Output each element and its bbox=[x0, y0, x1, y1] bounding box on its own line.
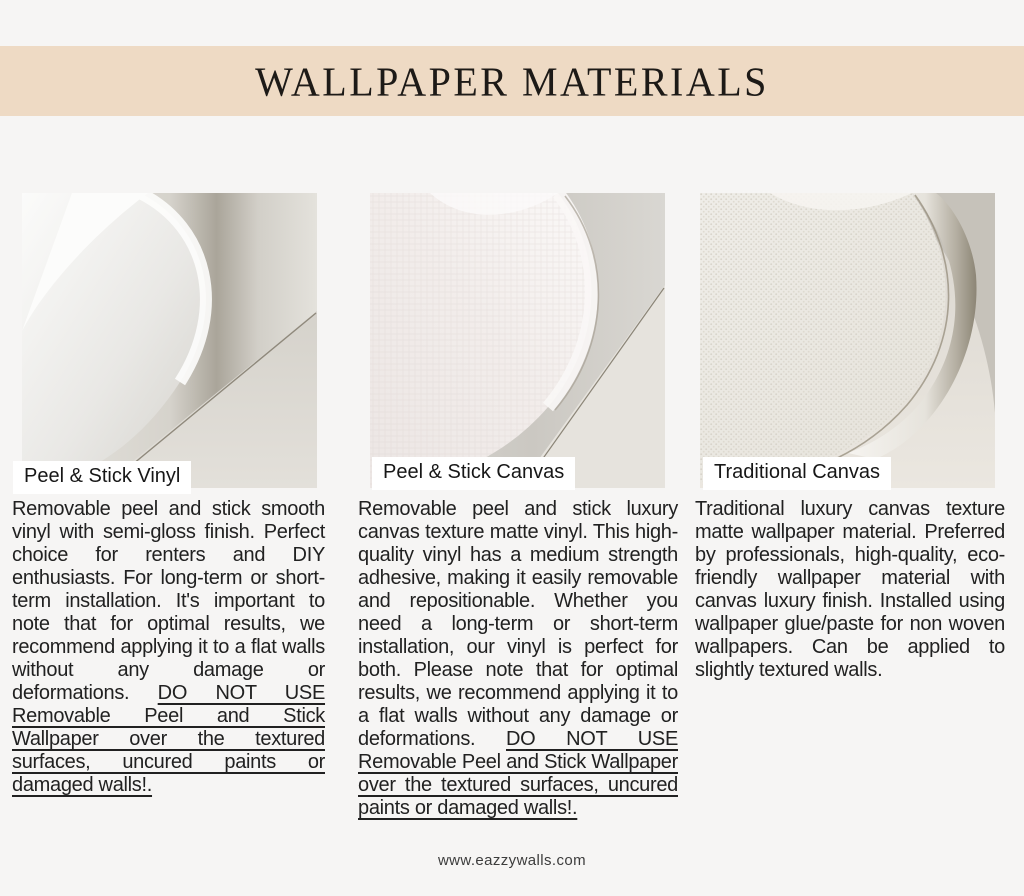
vinyl-sample-photo bbox=[22, 193, 317, 488]
material-description: Traditional luxury canvas texture matte wallpaper material. Preferred by professionals, high-quality, eco-friendly wallpaper material with canvas luxury finish. Installed using wallpaper glue/paste for non woven wallpapers. Can be applied to slightly textured walls. bbox=[695, 498, 1005, 681]
peel-stick-canvas-sample-photo bbox=[370, 193, 665, 488]
material-label: Traditional Canvas bbox=[703, 457, 891, 490]
material-description: Removable peel and stick smooth vinyl with semi-gloss finish. Perfect choice for renters and DIY enthusiasts. For long-term or short-term installation. It's important to note that for optimal results, we recommend applying it to a flat walls without any damage or deformations. bbox=[12, 498, 325, 704]
footer bbox=[0, 852, 1024, 869]
material-text bbox=[12, 498, 325, 797]
title-banner bbox=[0, 46, 1024, 116]
page-title: WALLPAPER MATERIALS bbox=[255, 57, 769, 105]
material-label: Peel & Stick Vinyl bbox=[13, 461, 191, 494]
material-description: Removable peel and stick luxury canvas texture matte vinyl. This high-quality vinyl has a medium strength adhesive, making it easily removable and repositionable. Whether you need a long-term or short-term installation, our vinyl is perfect for both. Please note that for optimal results, we recommend applying it to a flat walls without any damage or deformations. bbox=[358, 498, 678, 750]
material-warning: DO NOT USE Removable Peel and Stick Wallpaper over the textured surfaces, uncured paints or damaged walls!. bbox=[358, 728, 678, 819]
material-label: Peel & Stick Canvas bbox=[372, 457, 575, 490]
material-text bbox=[695, 498, 1005, 682]
material-text bbox=[358, 498, 678, 820]
footer-url: www.eazzywalls.com bbox=[437, 852, 587, 869]
traditional-canvas-sample-photo bbox=[700, 193, 995, 488]
material-warning: DO NOT USE Removable Peel and Stick Wallpaper over the textured surfaces, uncured paints or damaged walls!. bbox=[12, 682, 326, 796]
